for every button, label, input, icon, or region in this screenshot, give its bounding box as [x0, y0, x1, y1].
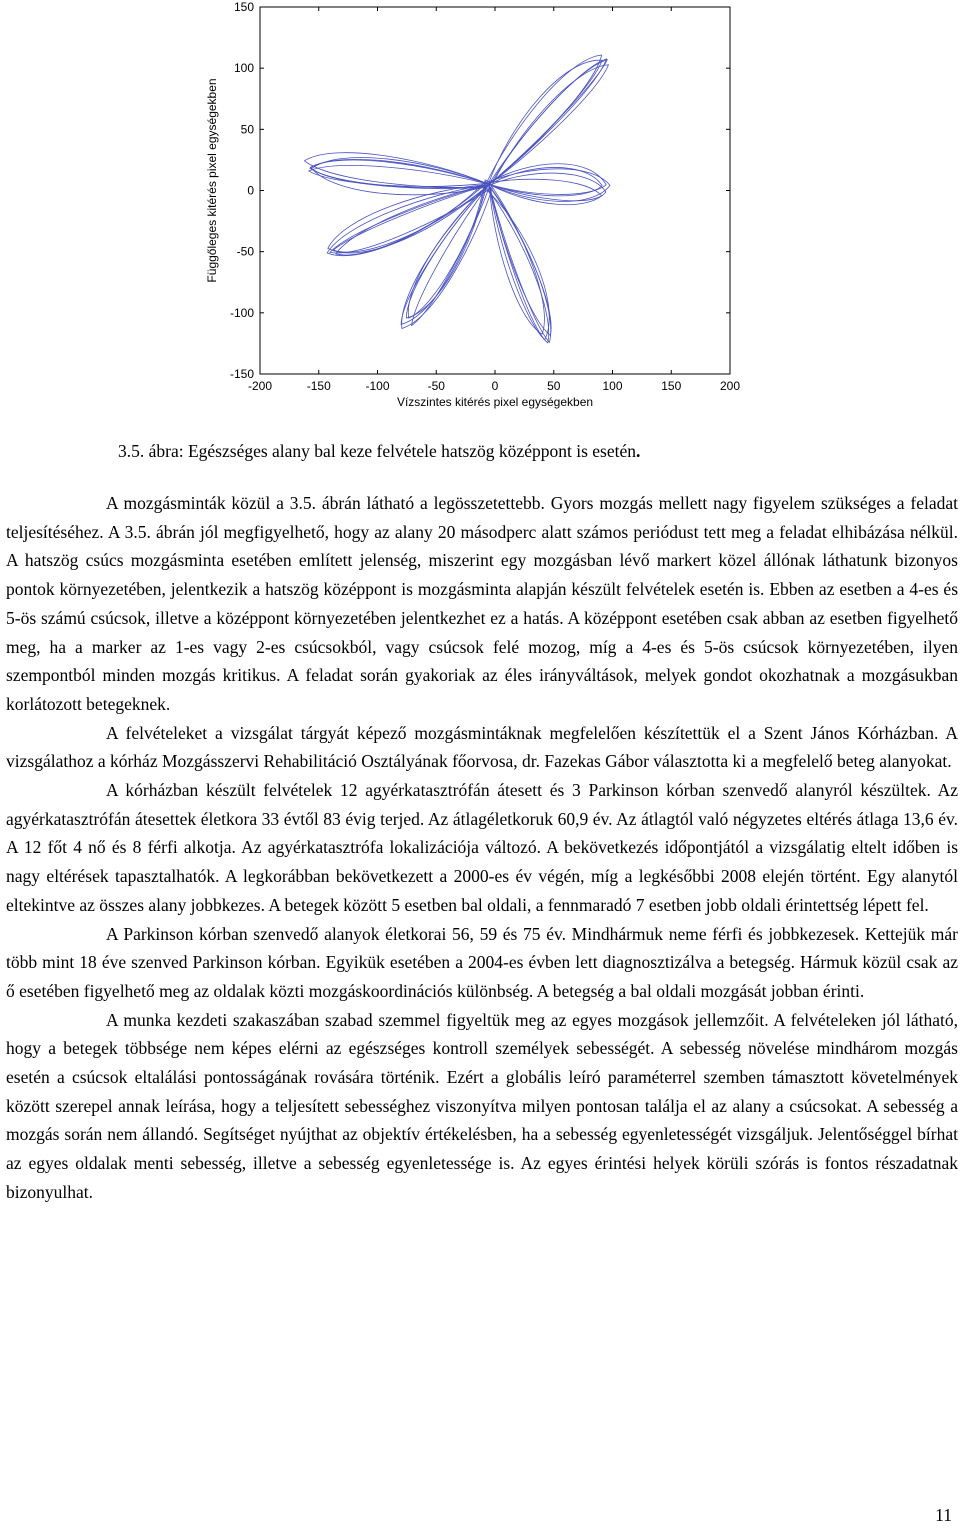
trajectory-lines [304, 55, 610, 343]
y-tick-label: -100 [229, 305, 254, 320]
trajectory-loop-1 [488, 60, 602, 184]
trajectory-loop-5 [489, 184, 551, 342]
trajectory-loop-4 [402, 184, 493, 328]
y-axis-label: Függőleges kitérés pixel egységekben [205, 78, 219, 283]
x-tick-label: -50 [427, 379, 445, 393]
paragraph: A felvételeket a vizsgálat tárgyát képező mozgásmintáknak megfelelően készítettük el a Szent János Kórházban. A vizsgálathoz a kórház Mozgásszervi Rehabilitáció Osztályának főorvosa, dr. Fazekas Gábor választotta ki a megfelelő beteg alanyokat. [6, 722, 958, 772]
trajectory-loop-1 [489, 60, 607, 185]
paragraph: A kórházban készült felvételek 12 agyérkatasztrófán átesett és 3 Parkinson kórban szenvedő alanyról készültek. Az agyérkatasztrófán átesettek életkora 33 évtől 83 évig terjed. Az átlagéletkoruk 60,9 év. Az átlagtól való négyzetes eltérés átlaga 13,6 év. A 12 főt 4 nő és 8 férfi alkotja. Az agyérkatasztrófa lokalizációja változó. A bekövetkezés időpontjától a vizsgálatig eltelt időben is nagy eltérések tapasztalhatók. A legkorábban bekövetkezett a 2000-es év végén, míg a legkésőbbi 2008 elején történt. Egy alanytól eltekintve az összes alany jobbkezes. A betegek között 5 esetben bal oldali, a fennmaradó 7 esetben jobb oldali érintettség lépett fel. [6, 780, 958, 915]
y-tick-label: 100 [233, 61, 254, 76]
figure-caption [118, 438, 918, 464]
y-tick-label: 0 [247, 183, 254, 198]
x-tick-label: -200 [247, 379, 273, 393]
x-tick-label: 50 [547, 379, 561, 393]
trajectory-loop-1 [489, 59, 607, 185]
x-tick-label: 200 [719, 379, 741, 393]
y-axis-ticks [230, 0, 730, 381]
x-axis-label: Vízszintes kitérés pixel egységekben [396, 395, 594, 409]
body-text [6, 489, 958, 1207]
y-tick-label: -150 [229, 367, 254, 381]
trajectory-loop-5 [488, 180, 545, 334]
trajectory-loop-5 [485, 181, 551, 336]
y-tick-label: 150 [233, 0, 254, 14]
page-number: 11 [935, 1505, 952, 1525]
trajectory-figure [196, 0, 756, 420]
paragraph: A Parkinson kórban szenvedő alanyok életkorai 56, 59 és 75 év. Mindhármuk neme férfi és jobbkezesek. Kettejük már több mint 18 éve szenved Parkinson kórban. Egyikük esetében a 2004-es évben lett diagnosztizálva a betegség. Hármuk közül csak az ő esetében figyelhető meg az oldalak közti mozgáskoordinációs különbség. A betegség a bal oldali mozgását jobban érinti. [6, 923, 958, 1001]
trajectory-chart [196, 0, 756, 420]
y-tick-label: 50 [240, 122, 254, 137]
x-tick-label: 100 [602, 379, 623, 393]
paragraph: A mozgásminták közül a 3.5. ábrán látható a legösszetettebb. Gyors mozgás mellett nagy figyelem szükséges a feladat teljesítéséhez. A 3.5. ábrán jól megfigyelhető, hogy az alany 20 másodperc alatt számos periódust tett meg a feladat elhibázása nélkül. A hatszög csúcs mozgásminta esetében említett jelenség, miszerint egy mozgásban lévő markert közel állónak láthatunk bizonyos pontok környezetében, jelentkezik a hatszög középpont is mozgásminta alapján készült felvételek esetén is. Ebben az esetben a 4-es és 5-ös számú csúcsok, illetve a középpont környezetében jelentkezhet ez a hatás. A középpont esetében csak abban az esetben figyelhető meg, ha a marker az 1-es vagy 2-es csúcsokból, vagy csúcsok felé mozog, míg a 4-es és 5-ös csúcsok környezetében, ilyen szempontból minden mozgás kritikus. A feladat során gyakoriak az éles irányváltások, melyek gondot okozhatnak a mozgásukban korlátozott betegeknek. [6, 493, 958, 714]
x-axis-ticks [248, 7, 740, 393]
caption-period: . [635, 441, 641, 461]
trajectory-loop-2 [311, 158, 489, 189]
x-tick-label: -100 [365, 379, 390, 393]
paragraph: A munka kezdeti szakaszában szabad szemmel figyeltük meg az egyes mozgások jellemzőit. A felvételeken jól látható, hogy a betegek többsége nem képes elérni az egészséges kontroll személyek sebességét. A sebesség növelése mindhárom mozgás esetén a csúcsok eltalálási pontosságának rovására történik. Ezért a globális leíró paraméterrel szemben támasztott követelmények között szerepel annak leírása, hogy a teljesített sebességhez viszonyítva milyen pontosan találja el az alany a csúcsokat. A sebesség a mozgás során nem állandó. Segítséget nyújthat az objektív értékelésben, ha a sebesség egyenletességét vizsgáljuk. Jelentőséggel bírhat az egyes oldalak menti sebesség, illetve a sebesség egyenletessége is. Az egyes érintési helyek körüli szórás is fontos részadatnak bizonyulhat. [6, 1009, 958, 1202]
y-tick-label: -50 [236, 244, 254, 259]
caption-text: 3.5. ábra: Egészséges alany bal keze felvétele hatszög középpont is esetén [118, 441, 636, 461]
x-tick-label: 0 [491, 379, 499, 393]
x-tick-label: -150 [306, 379, 331, 393]
x-tick-label: 150 [661, 379, 682, 393]
